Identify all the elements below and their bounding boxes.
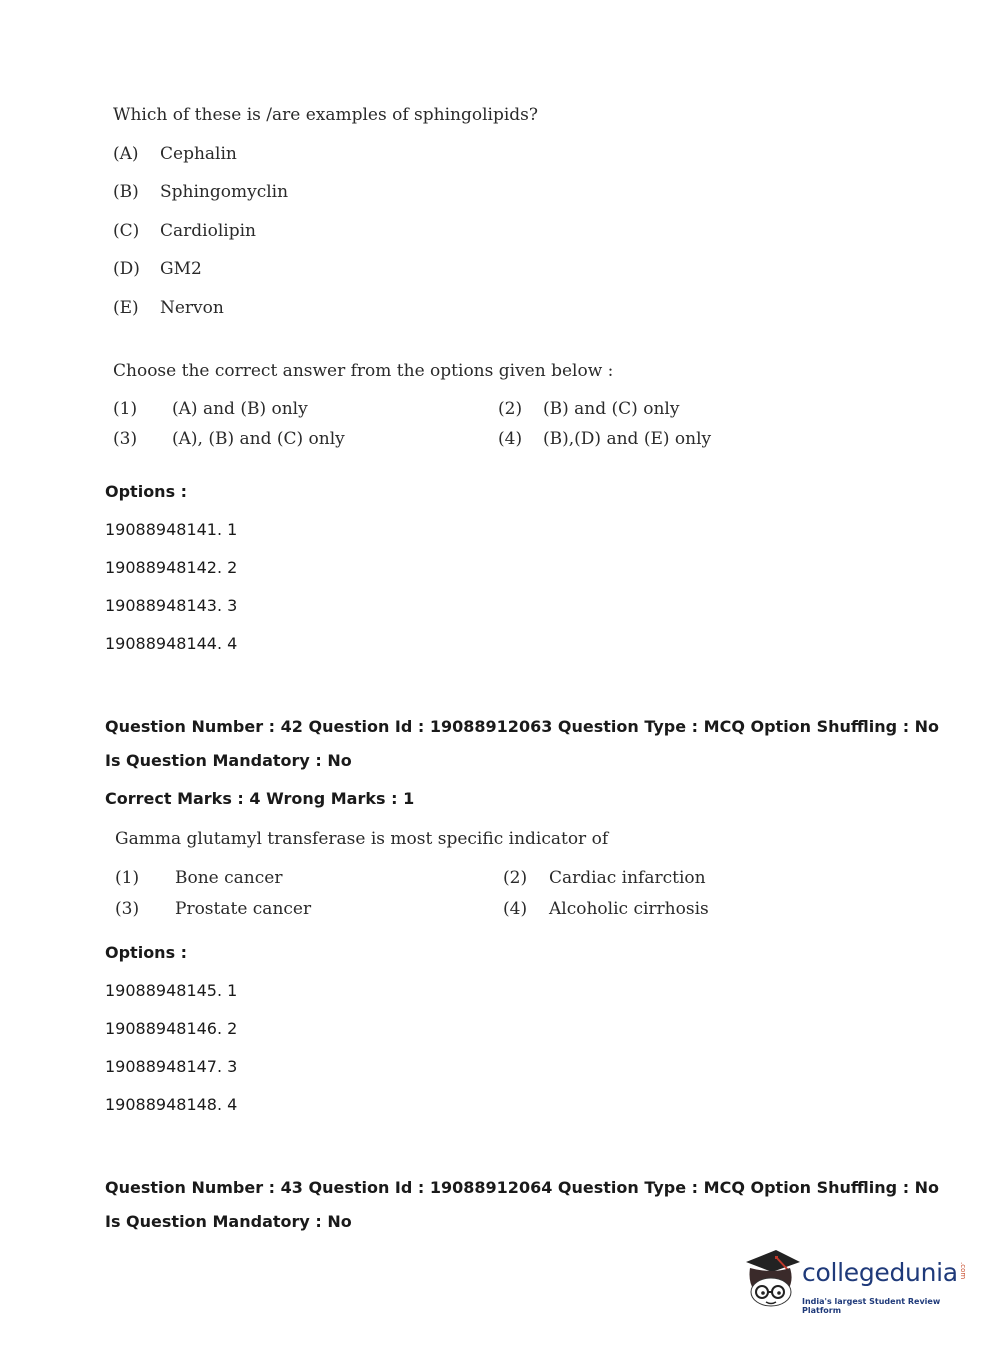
statement-text: Cardiolipin — [160, 221, 256, 241]
options-heading: Options : — [105, 943, 188, 962]
instruction-text: Choose the correct answer from the options given below : — [113, 361, 614, 381]
statement-label: (B) — [113, 182, 139, 202]
choice-number: (4) — [503, 899, 528, 919]
choice-text: (B),(D) and (E) only — [543, 429, 712, 449]
statement-label: (A) — [113, 144, 139, 164]
question-stem: Gamma glutamyl transferase is most specific indicator of — [115, 829, 609, 849]
option-id: 19088948143. 3 — [105, 596, 238, 615]
option-id: 19088948142. 2 — [105, 558, 238, 577]
option-id: 19088948144. 4 — [105, 634, 238, 653]
option-id: 19088948141. 1 — [105, 520, 238, 539]
question-mandatory: Is Question Mandatory : No — [105, 751, 352, 770]
choice-number: (1) — [115, 868, 140, 888]
collegedunia-logo — [742, 1250, 972, 1320]
choice-text: Bone cancer — [175, 868, 283, 888]
statement-label: (D) — [113, 259, 140, 279]
statement-text: Cephalin — [160, 144, 237, 164]
logo-tagline: India's largest Student Review Platform — [802, 1297, 941, 1315]
mascot-icon — [742, 1250, 802, 1320]
question-marks: Correct Marks : 4 Wrong Marks : 1 — [105, 789, 415, 808]
statement-label: (E) — [113, 298, 139, 318]
choice-number: (1) — [113, 399, 138, 419]
statement-text: Nervon — [160, 298, 224, 318]
statement-label: (C) — [113, 221, 140, 241]
logo-wordmark: collegedunia — [802, 1258, 958, 1287]
logo-suffix: .com — [959, 1262, 967, 1280]
choice-text: Alcoholic cirrhosis — [549, 899, 709, 919]
statement-text: GM2 — [160, 259, 202, 279]
choice-number: (2) — [503, 868, 528, 888]
option-id: 19088948146. 2 — [105, 1019, 238, 1038]
choice-number: (3) — [115, 899, 140, 919]
choice-text: (A), (B) and (C) only — [172, 429, 345, 449]
question-stem: Which of these is /are examples of sphingolipids? — [113, 105, 539, 125]
choice-number: (3) — [113, 429, 138, 449]
question-header: Question Number : 43 Question Id : 19088912064 Question Type : MCQ Option Shuffling : No — [105, 1178, 940, 1197]
choice-number: (4) — [498, 429, 523, 449]
choice-text: (B) and (C) only — [543, 399, 680, 419]
option-id: 19088948148. 4 — [105, 1095, 238, 1114]
choice-text: Prostate cancer — [175, 899, 312, 919]
question-mandatory: Is Question Mandatory : No — [105, 1212, 352, 1231]
question-header: Question Number : 42 Question Id : 19088912063 Question Type : MCQ Option Shuffling : No — [105, 717, 940, 736]
option-id: 19088948147. 3 — [105, 1057, 238, 1076]
options-heading: Options : — [105, 482, 188, 501]
statement-text: Sphingomyclin — [160, 182, 289, 202]
choice-text: (A) and (B) only — [172, 399, 308, 419]
option-id: 19088948145. 1 — [105, 981, 238, 1000]
choice-text: Cardiac infarction — [549, 868, 706, 888]
choice-number: (2) — [498, 399, 523, 419]
